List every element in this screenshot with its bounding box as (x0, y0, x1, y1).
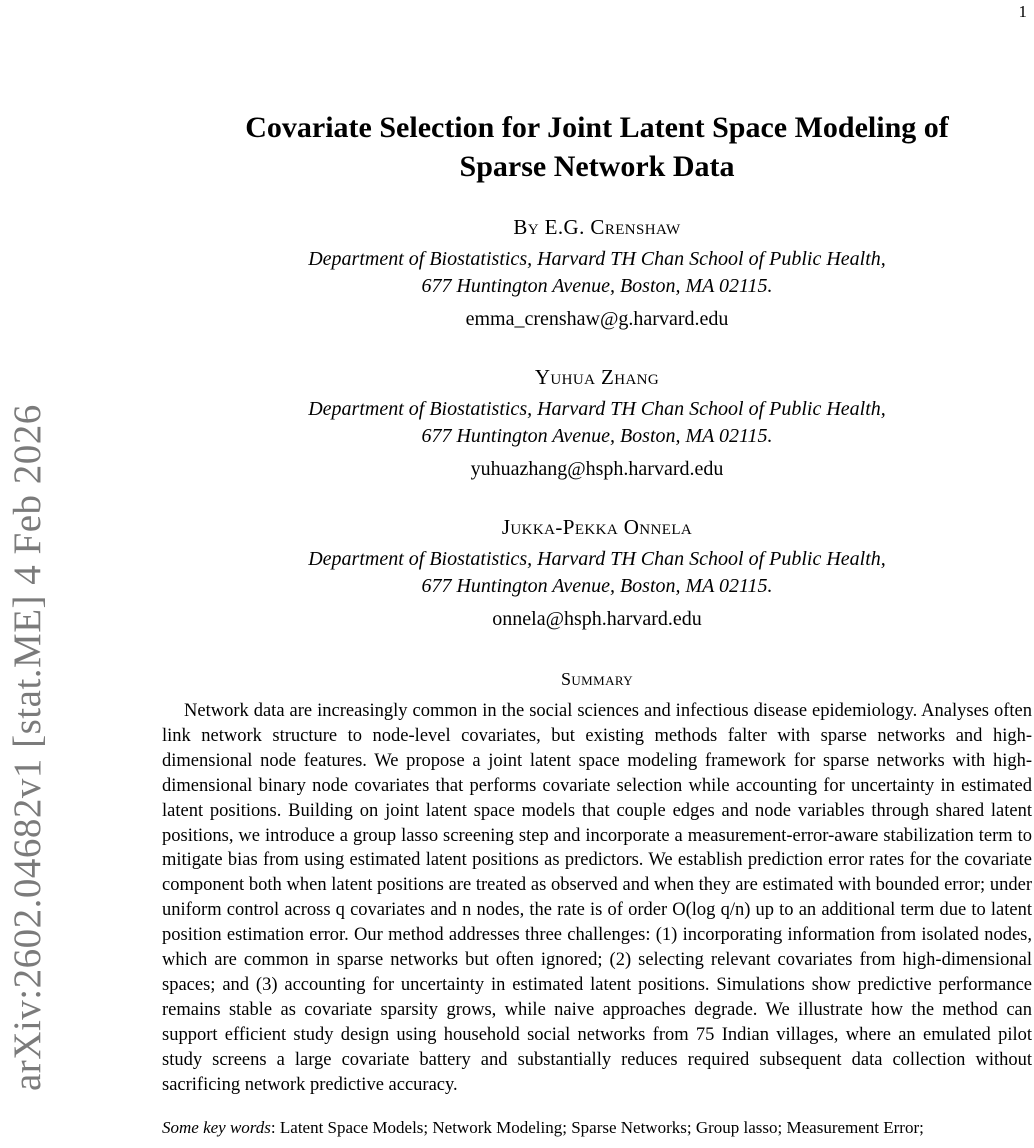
author-email: yuhuazhang@hsph.harvard.edu (470, 458, 724, 480)
author-block-zhang (162, 365, 1032, 481)
author-name: By E.G. Crenshaw (513, 215, 681, 239)
abstract-paragraph: Network data are increasingly common in the social sciences and infectious disease epidemiology. Analyses often link network structure to node-level covariates, but existing methods falter with sparse networks and high-dimensional node features. We propose a joint latent space modeling framework for sparse networks with high-dimensional binary node covariates that performs covariate selection while accounting for uncertainty in estimated latent positions. Building on joint latent space models that couple edges and node variables through shared latent positions, we introduce a group lasso screening step and incorporate a measurement-error-aware stabilization term to mitigate bias from using estimated latent positions as predictors. We establish prediction error rates for the covariate component both when latent positions are treated as observed and when they are estimated with bounded error; under uniform control across q covariates and n nodes, the rate is of order O(log q/n) up to an additional term due to latent position estimation error. Our method addresses three challenges: (1) incorporating information from isolated nodes, which are common in sparse networks but often ignored; (2) selecting relevant covariates from high-dimensional spaces; and (3) accounting for uncertainty in estimated latent positions. Simulations show predictive performance remains stable as covariate sparsity grows, while naive approaches degrade. We illustrate how the method can support efficient study design using household social networks from 75 Indian villages, where an emulated pilot study screens a large covariate battery and substantially reduces required subsequent data collection without sacrificing network predictive accuracy. (162, 701, 1032, 1095)
arxiv-identifier-stamp: arXiv:2602.04682v1 [stat.ME] 4 Feb 2026 (6, 404, 49, 1091)
author-affiliation (162, 546, 1032, 600)
author-affiliation (162, 396, 1032, 450)
page-number: 1 (1018, 2, 1027, 21)
author-name: Yuhua Zhang (534, 365, 660, 389)
author-affiliation-line-1: Department of Biostatistics, Harvard TH Chan School of Public Health, (308, 548, 886, 570)
author-affiliation-line-1: Department of Biostatistics, Harvard TH Chan School of Public Health, (308, 398, 886, 420)
keywords-separator: : (270, 1117, 280, 1137)
keywords-text: Latent Space Models; Network Modeling; Sparse Networks; Group lasso; Measurement Error; (279, 1117, 924, 1137)
keywords-line (162, 1117, 1032, 1139)
author-email: onnela@hsph.harvard.edu (492, 608, 702, 630)
author-block-onnela (162, 515, 1032, 631)
author-affiliation-line-2: 677 Huntington Avenue, Boston, MA 02115. (421, 425, 773, 447)
author-email: emma_crenshaw@g.harvard.edu (465, 308, 729, 330)
author-name: Jukka-Pekka Onnela (501, 515, 693, 539)
author-affiliation-line-1: Department of Biostatistics, Harvard TH Chan School of Public Health, (308, 248, 886, 270)
paper-title (162, 108, 1032, 186)
paper-title-line-2: Sparse Network Data (459, 150, 735, 183)
author-block-crenshaw (162, 215, 1032, 331)
summary-heading: Summary (560, 669, 634, 689)
author-affiliation-line-2: 677 Huntington Avenue, Boston, MA 02115. (421, 275, 773, 297)
author-affiliation-line-2: 677 Huntington Avenue, Boston, MA 02115. (421, 575, 773, 597)
keywords-label: Some key words (162, 1117, 271, 1137)
author-affiliation (162, 246, 1032, 300)
paper-page (162, 0, 1032, 1139)
paper-title-line-1: Covariate Selection for Joint Latent Space Modeling of (245, 111, 949, 144)
